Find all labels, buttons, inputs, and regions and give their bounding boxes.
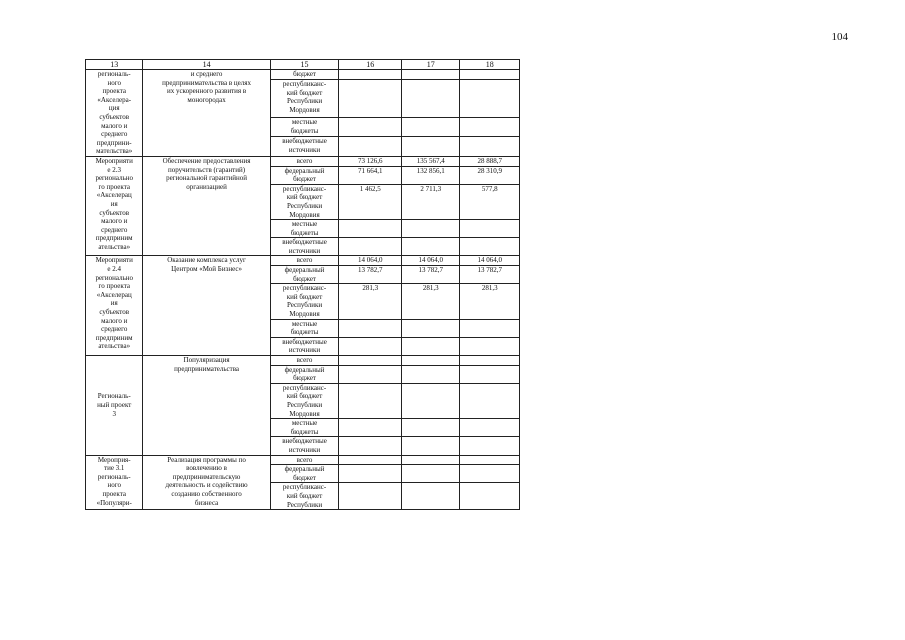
measure-name-cell: Мероприяти е 2.4 регионально го проекта «Акселерац ия субъектов малого и среднего предприним ательства» bbox=[86, 256, 143, 356]
measure-description-cell: Оказание комплекса услуг Центром «Мой Бизнес» bbox=[143, 256, 270, 356]
amount-cell bbox=[339, 238, 402, 256]
amount-cell bbox=[460, 70, 520, 80]
funding-source-cell: республиканс- кий бюджет Республики Мордовия bbox=[270, 284, 339, 319]
amount-cell bbox=[401, 80, 459, 118]
header-cell: 16 bbox=[339, 60, 402, 70]
amount-cell bbox=[401, 238, 459, 256]
amount-cell bbox=[460, 483, 520, 510]
amount-cell: 14 064,0 bbox=[460, 256, 520, 266]
funding-source-cell: внебюджетные источники bbox=[270, 337, 339, 355]
amount-cell bbox=[339, 356, 402, 366]
funding-source-cell: республиканс- кий бюджет Республики Мордовия bbox=[270, 80, 339, 118]
amount-cell bbox=[339, 365, 402, 383]
funding-source-cell: федеральный бюджет bbox=[270, 465, 339, 483]
amount-cell: 14 064,0 bbox=[401, 256, 459, 266]
amount-cell bbox=[460, 356, 520, 366]
amount-cell bbox=[339, 465, 402, 483]
amount-cell bbox=[339, 483, 402, 510]
amount-cell: 14 064,0 bbox=[339, 256, 402, 266]
amount-cell bbox=[401, 365, 459, 383]
funding-source-cell: всего bbox=[270, 256, 339, 266]
amount-cell bbox=[401, 337, 459, 355]
funding-source-cell: федеральный бюджет bbox=[270, 365, 339, 383]
amount-cell bbox=[460, 238, 520, 256]
funding-source-cell: местные бюджеты bbox=[270, 220, 339, 238]
measure-name-cell: региональ- ного проекта «Акселера- ция субъектов малого и среднего предприни- мательства» bbox=[86, 70, 143, 157]
table-row bbox=[86, 256, 520, 266]
amount-cell: 13 782,7 bbox=[460, 266, 520, 284]
amount-cell bbox=[460, 80, 520, 118]
header-cell: 18 bbox=[460, 60, 520, 70]
amount-cell bbox=[460, 437, 520, 455]
funding-source-cell: местные бюджеты bbox=[270, 118, 339, 137]
amount-cell bbox=[401, 220, 459, 238]
measure-name-cell: Мероприя- тие 3.1 региональ- ного проекта «Популяри- bbox=[86, 455, 143, 510]
funding-source-cell: республиканс- кий бюджет Республики Мордовия bbox=[270, 184, 339, 219]
amount-cell: 71 664,1 bbox=[339, 166, 402, 184]
amount-cell bbox=[339, 419, 402, 437]
page-number: 104 bbox=[831, 31, 848, 43]
amount-cell bbox=[339, 319, 402, 337]
amount-cell bbox=[339, 337, 402, 355]
measure-description-cell: Популяризация предпринимательства bbox=[143, 356, 270, 456]
measure-name-cell: Мероприяти е 2.3 регионально го проекта «Акселерац ия субъектов малого и среднего предприним ательства» bbox=[86, 156, 143, 256]
amount-cell bbox=[401, 356, 459, 366]
table-row bbox=[86, 455, 520, 465]
amount-cell bbox=[460, 118, 520, 137]
header-cell: 13 bbox=[86, 60, 143, 70]
amount-cell: 13 782,7 bbox=[339, 266, 402, 284]
amount-cell: 28 310,9 bbox=[460, 166, 520, 184]
measure-description-cell: Реализация программы по вовлечению в предпринимательскую деятельность и содействию созданию собственного бизнеса bbox=[143, 455, 270, 510]
funding-source-cell: федеральный бюджет bbox=[270, 166, 339, 184]
table-row bbox=[86, 70, 520, 80]
header-cell: 15 bbox=[270, 60, 339, 70]
funding-source-cell: внебюджетные источники bbox=[270, 238, 339, 256]
amount-cell bbox=[460, 137, 520, 156]
header-cell: 14 bbox=[143, 60, 270, 70]
amount-cell: 73 126,6 bbox=[339, 156, 402, 166]
amount-cell bbox=[460, 419, 520, 437]
amount-cell bbox=[401, 465, 459, 483]
amount-cell: 1 462,5 bbox=[339, 184, 402, 219]
funding-source-cell: местные бюджеты bbox=[270, 419, 339, 437]
amount-cell bbox=[460, 455, 520, 465]
funding-source-cell: республиканс- кий бюджет Республики bbox=[270, 483, 339, 510]
amount-cell bbox=[339, 455, 402, 465]
funding-source-cell: всего bbox=[270, 156, 339, 166]
amount-cell bbox=[401, 419, 459, 437]
amount-cell bbox=[339, 220, 402, 238]
funding-source-cell: всего bbox=[270, 356, 339, 366]
amount-cell bbox=[401, 437, 459, 455]
funding-source-cell: внебюджетные источники bbox=[270, 137, 339, 156]
amount-cell bbox=[339, 137, 402, 156]
funding-source-cell: республиканс- кий бюджет Республики Мордовия bbox=[270, 383, 339, 418]
amount-cell bbox=[460, 337, 520, 355]
table-row bbox=[86, 356, 520, 366]
funding-source-cell: внебюджетные источники bbox=[270, 437, 339, 455]
amount-cell: 577,8 bbox=[460, 184, 520, 219]
amount-cell: 135 567,4 bbox=[401, 156, 459, 166]
amount-cell bbox=[339, 437, 402, 455]
amount-cell: 132 856,1 bbox=[401, 166, 459, 184]
amount-cell bbox=[401, 455, 459, 465]
amount-cell: 13 782,7 bbox=[401, 266, 459, 284]
amount-cell bbox=[460, 365, 520, 383]
measure-description-cell: Обеспечение предоставления поручительств (гарантий) региональной гарантийной организацией bbox=[143, 156, 270, 256]
table-row bbox=[86, 156, 520, 166]
amount-cell bbox=[339, 383, 402, 418]
measure-name-cell: Региональ- ный проект 3 bbox=[86, 356, 143, 456]
amount-cell bbox=[460, 220, 520, 238]
amount-cell: 28 888,7 bbox=[460, 156, 520, 166]
amount-cell bbox=[401, 70, 459, 80]
amount-cell bbox=[460, 319, 520, 337]
funding-source-cell: бюджет bbox=[270, 70, 339, 80]
amount-cell bbox=[401, 137, 459, 156]
amount-cell bbox=[460, 465, 520, 483]
amount-cell bbox=[401, 118, 459, 137]
amount-cell: 281,3 bbox=[401, 284, 459, 319]
amount-cell: 281,3 bbox=[339, 284, 402, 319]
header-cell: 17 bbox=[401, 60, 459, 70]
amount-cell bbox=[401, 319, 459, 337]
funding-source-cell: местные бюджеты bbox=[270, 319, 339, 337]
amount-cell: 2 711,3 bbox=[401, 184, 459, 219]
amount-cell bbox=[339, 70, 402, 80]
budget-table bbox=[85, 59, 520, 510]
amount-cell bbox=[460, 383, 520, 418]
amount-cell bbox=[339, 118, 402, 137]
amount-cell bbox=[401, 483, 459, 510]
measure-description-cell: и среднего предпринимательства в целях их ускоренного развития в моногородах bbox=[143, 70, 270, 157]
funding-source-cell: всего bbox=[270, 455, 339, 465]
amount-cell bbox=[339, 80, 402, 118]
amount-cell bbox=[401, 383, 459, 418]
funding-source-cell: федеральный бюджет bbox=[270, 266, 339, 284]
table-header-row bbox=[86, 60, 520, 70]
amount-cell: 281,3 bbox=[460, 284, 520, 319]
